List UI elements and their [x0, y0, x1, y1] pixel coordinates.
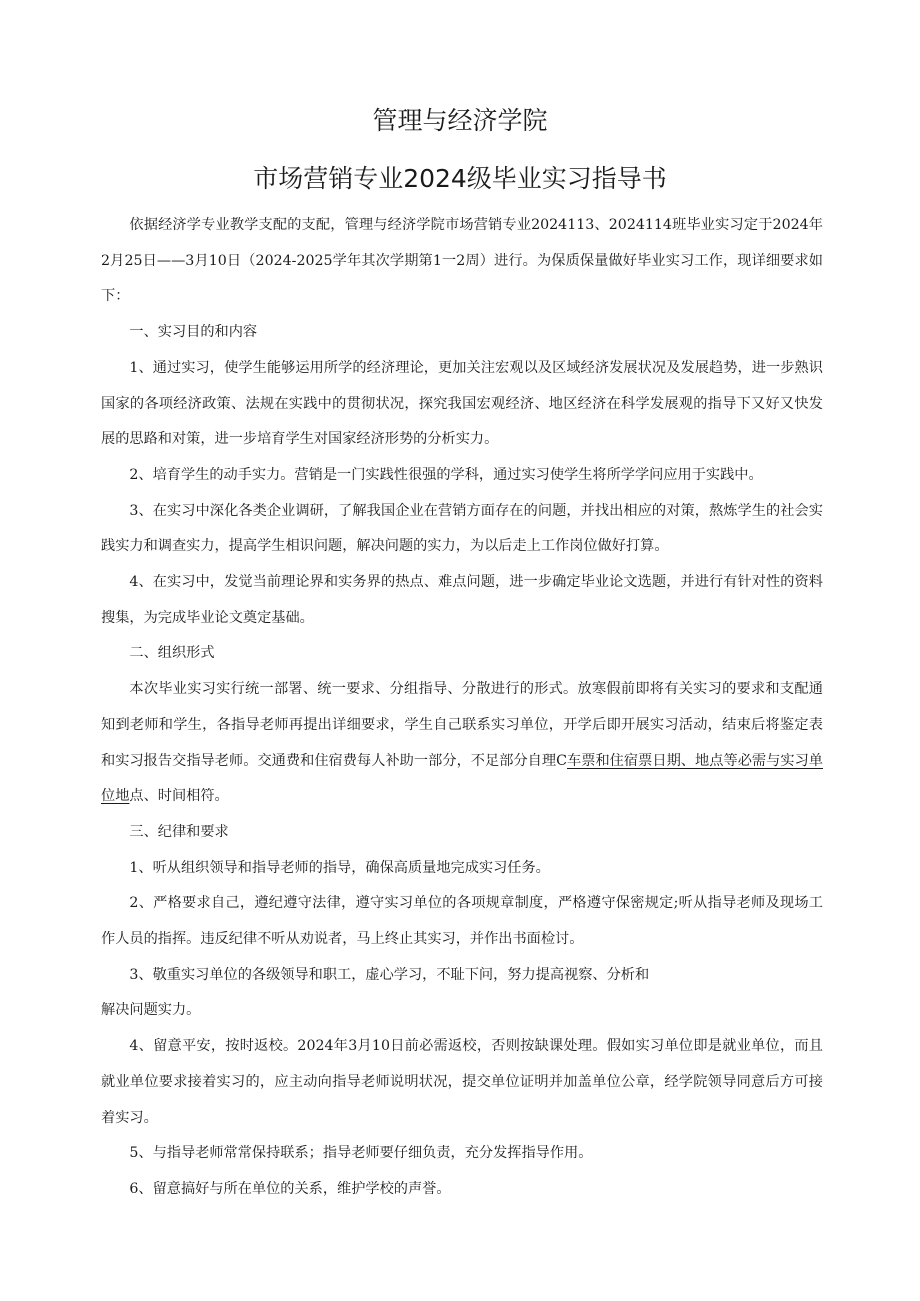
- discipline-item-1: 1、听从组织领导和指导老师的指导，确保高质量地完成实习任务。: [129, 859, 550, 876]
- purpose-item-3: 3、在实习中深化各类企业调研，了解我国企业在营销方面存在的问题，并找出相应的对策，熬炼学生的社会实践实力和调查实力，提高学生相识问题，解决问题的实力，为以后走上工作岗位做好打算。: [101, 502, 823, 555]
- discipline-item-3: 3、敬重实习单位的各级领导和职工，虚心学习，不耻下问，努力提高视察、分析和: [129, 966, 650, 983]
- intro-paragraph: 依据经济学专业教学支配的支配，管理与经济学院市场营销专业2024113、2024114班毕业实习定于2024年2月25日——3月10日（2024-2025学年其次学期第1一2周）进行。为保质保量做好毕业实习工作，现详细要求如下：: [101, 217, 823, 305]
- section-heading-organization: 二、组织形式: [129, 645, 215, 662]
- purpose-item-1: 1、通过实习，使学生能够运用所学的经济理论，更加关注宏观以及区域经济发展状况及发展趋势，进一步熟识国家的各项经济政策、法规在实践中的贯彻状况，探究我国宏观经济、地区经济在科学发展观的指导下又好又快发展的思路和对策，进一步培育学生对国家经济形势的分析实力。: [101, 359, 823, 448]
- organization-text: 本次毕业实习实行统一部署、统一要求、分组指导、分散进行的形式。放寒假前即将有关实习的要求和支配通知到老师和学生，各指导老师再提出详细要求，学生自己联系实习单位，开学后即开展实习活动，结束后将鉴定表和实习报告交指导老师。交通费和住宿费每人补助一部分，不足部分自理C: [101, 681, 823, 769]
- document-title-main: 市场营销专业2024级毕业实习指导书: [253, 164, 667, 193]
- document-title-college: 管理与经济学院: [372, 106, 548, 135]
- discipline-item-5: 5、与指导老师常常保持联系；指导老师要仔细负责，充分发挥指导作用。: [129, 1145, 593, 1162]
- document-body: [101, 208, 823, 1208]
- organization-tail-text: 点、时间相符。: [129, 788, 229, 805]
- discipline-item-6: 6、留意搞好与所在单位的关系，维护学校的声誉。: [129, 1180, 451, 1197]
- purpose-item-4: 4、在实习中，发觉当前理论界和实务界的热点、难点问题，进一步确定毕业论文选题，并进行有针对性的资料搜集，为完成毕业论文奠定基础。: [101, 574, 823, 626]
- section-heading-discipline: 三、纪律和要求: [129, 823, 229, 840]
- discipline-item-2: 2、严格要求自己，遵纪遵守法律，遵守实习单位的各项规章制度，严格遵守保密规定;听从指导老师及现场工作人员的指挥。违反纪律不听从劝说者，马上终止其实习，并作出书面检讨。: [101, 895, 823, 948]
- organization-paragraph: [101, 672, 823, 815]
- discipline-item-4: 4、留意平安，按时返校。2024年3月10日前必需返校，否则按缺课处理。假如实习单位即是就业单位，而且就业单位要求接着实习的，应主动向指导老师说明状况，提交单位证明并加盖单位公章，经学院领导同意后方可接着实习。: [101, 1038, 823, 1126]
- organization-underlined-text: 车票和住宿票日期、地点等必需与实习单位地: [101, 752, 823, 805]
- discipline-item-3-continued: 解决问题实力。: [101, 1002, 201, 1019]
- section-heading-purpose: 一、实习目的和内容: [129, 324, 258, 341]
- purpose-item-2: 2、培育学生的动手实力。营销是一门实践性很强的学科，通过实习使学生将所学学问应用于实践中。: [129, 466, 763, 483]
